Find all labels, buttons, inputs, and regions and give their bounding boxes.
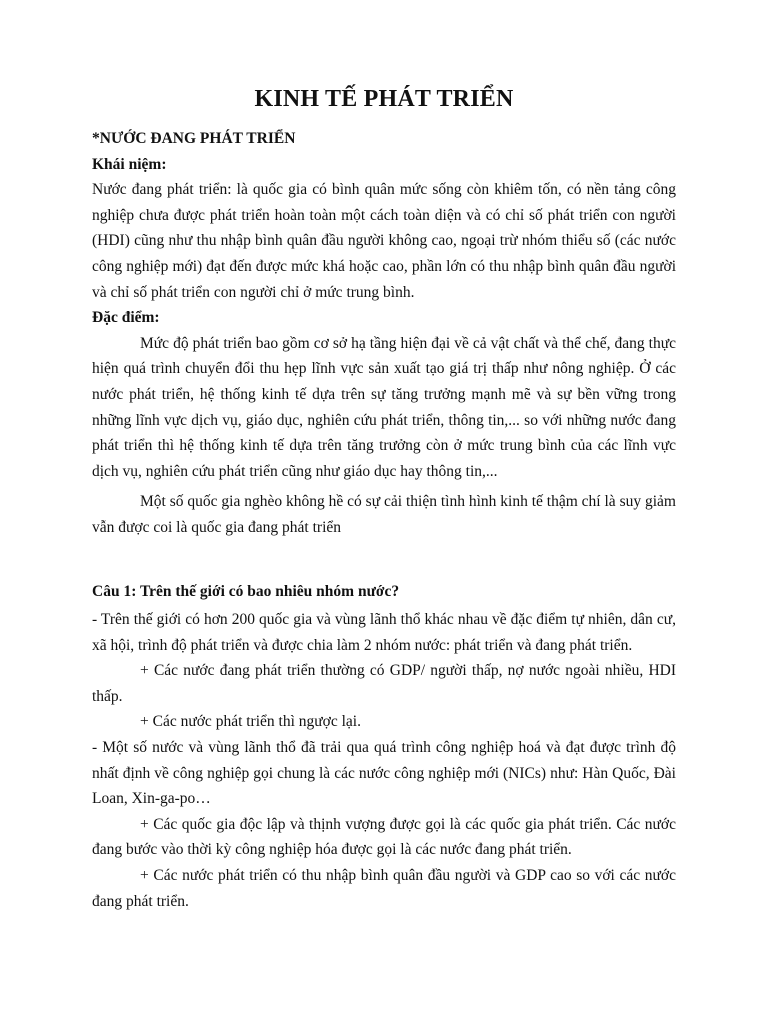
concept-label: Khái niệm:	[92, 155, 167, 173]
features-paragraph-1: Mức độ phát triển bao gồm cơ sở hạ tầng hiện đại về cả vật chất và thể chế, đang thực hiện quá trình chuyển đổi thu hẹp lĩnh vực sản xuất tạo giá trị thấp như nông nghiệp. Ở các nước phát triển, hệ thống kinh tế dựa trên sự tăng trưởng mạnh mẽ và sự bền vững trong những lĩnh vực dịch vụ, giáo dục, nghiên cứu phát triển, thông tin,... so với những nước đang phát triển thì hệ thống kinh tế dựa trên tăng trưởng còn ở mức trung bình của các lĩnh vực dịch vụ, nghiên cứu phát triển cũng như giáo dục hay thông tin,...	[92, 334, 676, 480]
document-title: KINH TẾ PHÁT TRIỂN	[254, 86, 514, 112]
document-body	[92, 126, 676, 914]
answer-point-developed: + Các nước phát triển thì ngược lại.	[140, 713, 361, 731]
answer-intro-paragraph: - Trên thế giới có hơn 200 quốc gia và vùng lãnh thổ khác nhau về đặc điểm tự nhiên, dân cư, xã hội, trình độ phát triển và được chia làm 2 nhóm nước: phát triển và đang phát triển.	[92, 611, 676, 654]
question-heading: Câu 1: Trên thế giới có bao nhiêu nhóm nước?	[92, 582, 400, 600]
features-label: Đặc điểm:	[92, 309, 160, 327]
answer-point-income: + Các nước phát triển có thu nhập bình quân đầu người và GDP cao so với các nước đang phát triển.	[92, 867, 676, 910]
answer-point-independent: + Các quốc gia độc lập và thịnh vượng được gọi là các quốc gia phát triển. Các nước đang bước vào thời kỳ công nghiệp hóa được gọi là các nước đang phát triển.	[92, 815, 676, 859]
answer-point-developing: + Các nước đang phát triển thường có GDP/ người thấp, nợ nước ngoài nhiều, HDI thấp.	[92, 662, 676, 705]
answer-nics-paragraph: - Một số nước và vùng lãnh thổ đã trải qua quá trình công nghiệp hoá và đạt được trình độ nhất định về công nghiệp gọi chung là các nước công nghiệp mới (NICs) như: Hàn Quốc, Đài Loan, Xin-ga-po…	[92, 739, 676, 808]
concept-paragraph: Nước đang phát triển: là quốc gia có bình quân mức sống còn khiêm tốn, có nền tảng công nghiệp chưa được phát triển hoàn toàn một cách toàn diện và có chỉ số phát triển con người (HDI) cũng như thu nhập bình quân đầu người không cao, ngoại trừ nhóm thiểu số (các nước công nghiệp mới) đạt đến được mức khá hoặc cao, phần lớn có thu nhập bình quân đầu người và chỉ số phát triển con người chỉ ở mức trung bình.	[92, 181, 676, 301]
features-paragraph-2: Một số quốc gia nghèo không hề có sự cải thiện tình hình kinh tế thậm chí là suy giảm vẫn được coi là quốc gia đang phát triển	[92, 493, 676, 536]
section-heading: *NƯỚC ĐANG PHÁT TRIỂN	[92, 130, 296, 147]
